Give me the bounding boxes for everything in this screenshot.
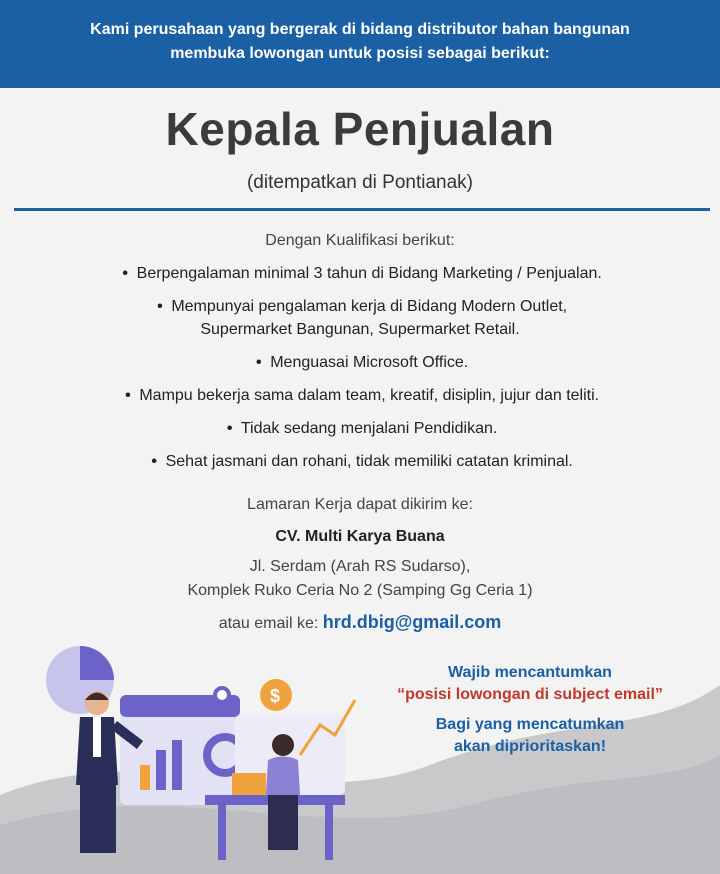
list-item: [0, 417, 720, 440]
email-prefix: atau email ke:: [218, 615, 319, 632]
company-name: CV. Multi Karya Buana: [275, 528, 445, 545]
list-item-text: Tidak sedang menjalani Pendidikan.: [240, 420, 498, 437]
pie-slice: [80, 646, 114, 680]
list-item-text: Sehat jasmani dan rohani, tidak memiliki catatan kriminal.: [165, 453, 573, 470]
list-item-text: Supermarket Bangunan, Supermarket Retail.: [200, 321, 520, 338]
bar-chart-bar: [140, 765, 150, 790]
email-link[interactable]: hrd.dbig@gmail.com: [322, 612, 502, 632]
list-item-text: Berpengalaman minimal 3 tahun di Bidang Marketing / Penjualan.: [136, 265, 602, 282]
bar-chart-bar: [156, 750, 166, 790]
laptop: [232, 773, 266, 795]
bullet-icon: •: [157, 298, 163, 315]
notice-line-3: Bagi yang mencatumkan: [435, 716, 625, 733]
list-item-text: Mempunyai pengalaman kerja di Bidang Modern Outlet,: [171, 298, 568, 315]
banner-line-1: Kami perusahaan yang bergerak di bidang distributor bahan bangunan: [90, 21, 630, 38]
dollar-symbol: $: [270, 686, 281, 706]
woman-head: [272, 734, 294, 756]
bullet-icon: •: [255, 354, 262, 371]
bullet-icon: •: [125, 387, 131, 404]
bullet-icon: •: [226, 420, 233, 437]
man-shirt: [93, 717, 101, 757]
list-item: [0, 450, 720, 473]
toggle-icon: [215, 688, 229, 702]
list-item-text: Menguasai Microsoft Office.: [270, 354, 469, 371]
list-item-text: Mampu bekerja sama dalam team, kreatif, disiplin, jujur dan teliti.: [139, 387, 600, 404]
qualifications-list: [0, 262, 720, 483]
header-banner: [0, 0, 720, 88]
bar-chart-bar: [172, 740, 182, 790]
notice-box: [360, 662, 700, 758]
woman-body: [266, 757, 300, 796]
list-item: [0, 295, 720, 341]
man-legs: [80, 785, 116, 853]
list-item: [0, 351, 720, 374]
job-title: Kepala Penjualan: [165, 103, 555, 155]
notice-line-2: “posisi lowongan di subject email”: [397, 686, 663, 703]
job-location: (ditempatkan di Pontianak): [246, 172, 473, 193]
notice-line-1: Wajib mencantumkan: [448, 664, 612, 681]
bullet-icon: •: [151, 453, 157, 470]
bullet-icon: •: [122, 265, 128, 282]
application-heading: Lamaran Kerja dapat dikirim ke:: [247, 496, 473, 513]
address-line-1: Jl. Serdam (Arah RS Sudarso),: [249, 558, 471, 575]
email-row: [0, 612, 720, 633]
list-item: [0, 384, 720, 407]
desk-leg: [325, 805, 333, 860]
list-item: [0, 262, 720, 285]
divider: [14, 208, 710, 211]
desk-leg: [218, 805, 226, 860]
address-line-2: Komplek Ruko Ceria No 2 (Samping Gg Ceria 1): [187, 582, 533, 599]
qualifications-heading: Dengan Kualifikasi berikut:: [265, 232, 455, 249]
banner-line-2: membuka lowongan untuk posisi sebagai berikut:: [170, 45, 550, 62]
company-address: [0, 555, 720, 603]
notice-line-4: akan diprioritaskan!: [453, 738, 607, 755]
woman-legs: [268, 795, 298, 850]
